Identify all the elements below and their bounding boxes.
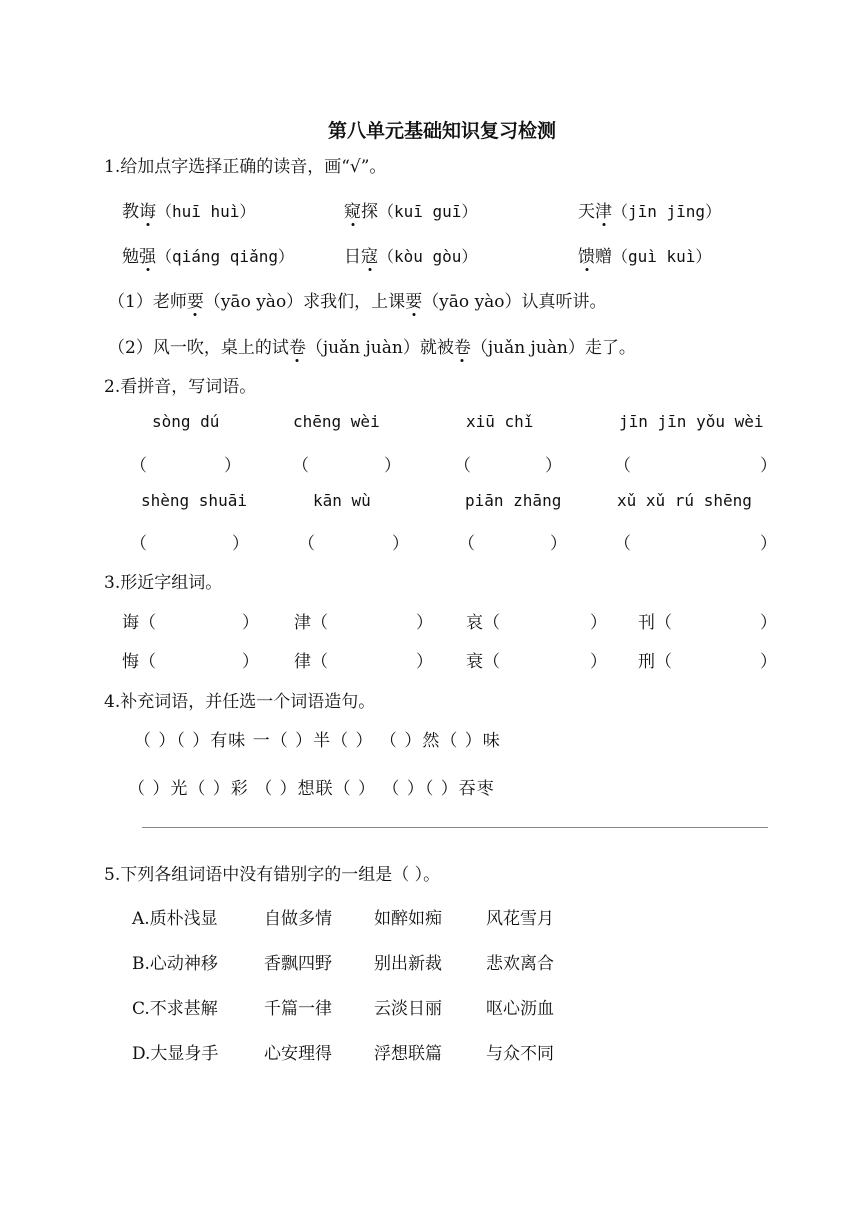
answer-blank-close: ） <box>760 534 777 554</box>
blank-open: （ <box>139 652 156 672</box>
question-5-heading: 5.下列各组词语中没有错别字的一组是（ ）。 <box>104 865 441 885</box>
q1-pinyin-options: （qiáng qiǎng） <box>156 247 294 266</box>
q1-item-char: 天 <box>578 202 595 222</box>
blank-close: ） <box>590 613 607 633</box>
q1-dotted-char: 要 <box>187 287 204 312</box>
question-3-heading: 3.形近字组词。 <box>104 573 223 593</box>
option-word: D.大显身手 <box>132 1044 219 1064</box>
question-4-heading: 4.补充词语，并任选一个词语造句。 <box>104 692 376 712</box>
q1-dotted-char: 要 <box>405 287 422 312</box>
option-word: 云淡日丽 <box>374 999 442 1019</box>
pinyin-prompt: xǔ xǔ rú shēng <box>617 491 752 510</box>
answer-blank-open: （ <box>298 534 315 554</box>
answer-blank-close: ） <box>232 534 249 554</box>
answer-blank-open: （ <box>130 456 147 476</box>
blank-open: （ <box>311 652 328 672</box>
sentence-text: （2）风一吹，桌上的试 <box>108 338 289 358</box>
option-word: B.心动神移 <box>132 954 218 974</box>
option-b <box>132 949 554 974</box>
similar-char <box>294 608 328 633</box>
blank-close: ） <box>760 652 777 672</box>
blank-close: ） <box>590 652 607 672</box>
char: 悔 <box>122 652 139 672</box>
answer-blank-open: （ <box>458 534 475 554</box>
blank-close: ） <box>416 652 433 672</box>
pinyin-prompt: xiū chǐ <box>466 412 534 431</box>
q1-dotted-char: 卷 <box>454 333 471 358</box>
option-word: 风花雪月 <box>486 909 554 929</box>
option-word: A.质朴浅显 <box>132 909 218 929</box>
option-a <box>132 904 554 929</box>
blank-close: ） <box>416 613 433 633</box>
question-1-heading: 1.给加点字选择正确的读音，画“√”。 <box>104 157 387 177</box>
option-word: 与众不同 <box>486 1044 554 1064</box>
pinyin-prompt: kān wù <box>313 491 371 510</box>
q1-pinyin-options: （kòu gòu） <box>378 247 478 266</box>
answer-blank-open: （ <box>614 534 631 554</box>
char: 哀 <box>466 613 483 633</box>
idiom-fill-line-2: （ ）光（ ）彩 （ ）想联（ ） （ ）（ ）吞枣 <box>128 779 495 799</box>
q1-dotted-char: 强 <box>139 242 156 267</box>
page-title: 第八单元基础知识复习检测 <box>328 120 557 142</box>
blank-close: ） <box>242 652 259 672</box>
question-2-heading: 2.看拼音，写词语。 <box>104 377 257 397</box>
q1-pinyin-options: （guì kuì） <box>612 247 712 266</box>
option-word: 悲欢离合 <box>486 954 554 974</box>
option-c <box>132 994 554 1019</box>
q1-pinyin-options: （jīn jīng） <box>612 202 722 221</box>
answer-blank-open: （ <box>292 456 309 476</box>
q1-item-char: 日 <box>344 247 361 267</box>
pinyin-prompt: chēng wèi <box>293 412 380 431</box>
q1-pinyin-options: （huī huì） <box>156 202 256 221</box>
option-word: 自做多情 <box>264 909 332 929</box>
char: 津 <box>294 613 311 633</box>
q1-dotted-char: 津 <box>595 197 612 222</box>
blank-open: （ <box>655 613 672 633</box>
q1-item <box>122 197 255 222</box>
answer-blank-close: ） <box>550 534 567 554</box>
blank-close: ） <box>242 613 259 633</box>
char: 律 <box>294 652 311 672</box>
answer-line <box>142 827 768 828</box>
option-word: 千篇一律 <box>264 999 332 1019</box>
sentence-text: （juǎn juàn）走了。 <box>470 338 636 358</box>
similar-char <box>466 608 500 633</box>
q1-item <box>122 242 294 267</box>
blank-open: （ <box>655 652 672 672</box>
option-word: 香飘四野 <box>264 954 332 974</box>
option-word: 呕心沥血 <box>486 999 554 1019</box>
pinyin-prompt: piān zhāng <box>465 491 562 510</box>
q1-item <box>578 242 711 267</box>
q1-item-char: 教 <box>122 202 139 222</box>
blank-open: （ <box>139 613 156 633</box>
option-d <box>132 1039 554 1064</box>
q1-item <box>578 197 721 222</box>
sentence-text: （1）老师 <box>108 292 187 312</box>
blank-close: ） <box>760 613 777 633</box>
idiom-fill-line-1: （ ）（ ）有味 一（ ）半（ ） （ ）然（ ）味 <box>134 731 501 751</box>
q1-sentence-2 <box>108 333 636 358</box>
option-word: 如醉如痴 <box>374 909 442 929</box>
answer-blank-open: （ <box>130 534 147 554</box>
pinyin-prompt: sòng dú <box>152 412 220 431</box>
blank-open: （ <box>311 613 328 633</box>
similar-char <box>294 647 328 672</box>
blank-open: （ <box>483 652 500 672</box>
q1-dotted-char: 馈 <box>578 242 595 267</box>
similar-char <box>638 608 672 633</box>
char: 诲 <box>122 613 139 633</box>
option-word: 别出新裁 <box>374 954 442 974</box>
q1-dotted-char: 窥 <box>344 197 361 222</box>
option-word: 心安理得 <box>264 1044 332 1064</box>
answer-blank-open: （ <box>614 456 631 476</box>
q1-item-char: 勉 <box>122 247 139 267</box>
similar-char <box>638 647 672 672</box>
q1-pinyin-options: （kuī guī） <box>378 202 478 221</box>
answer-blank-open: （ <box>454 456 471 476</box>
answer-blank-close: ） <box>760 456 777 476</box>
char: 刊 <box>638 613 655 633</box>
answer-blank-close: ） <box>384 456 401 476</box>
char: 刑 <box>638 652 655 672</box>
answer-blank-close: ） <box>545 456 562 476</box>
blank-open: （ <box>483 613 500 633</box>
q1-item <box>344 242 477 267</box>
q1-sentence-1 <box>108 287 607 312</box>
similar-char <box>466 647 500 672</box>
option-word: 浮想联篇 <box>374 1044 442 1064</box>
q1-item <box>344 197 477 222</box>
sentence-text: （juǎn juàn）就被 <box>305 338 454 358</box>
q1-dotted-char: 卷 <box>289 333 306 358</box>
q1-item-char: 赠 <box>595 247 612 267</box>
option-word: C.不求甚解 <box>132 999 218 1019</box>
q1-dotted-char: 寇 <box>361 242 378 267</box>
pinyin-prompt: jīn jīn yǒu wèi <box>619 412 764 431</box>
pinyin-prompt: shèng shuāi <box>141 491 247 510</box>
answer-blank-close: ） <box>224 456 241 476</box>
q1-item-char: 探 <box>361 202 378 222</box>
sentence-text: （yāo yào）认真听讲。 <box>422 292 607 312</box>
char: 衰 <box>466 652 483 672</box>
sentence-text: （yāo yào）求我们，上课 <box>203 292 406 312</box>
similar-char <box>122 647 156 672</box>
answer-blank-close: ） <box>392 534 409 554</box>
q1-dotted-char: 诲 <box>139 197 156 222</box>
similar-char <box>122 608 156 633</box>
